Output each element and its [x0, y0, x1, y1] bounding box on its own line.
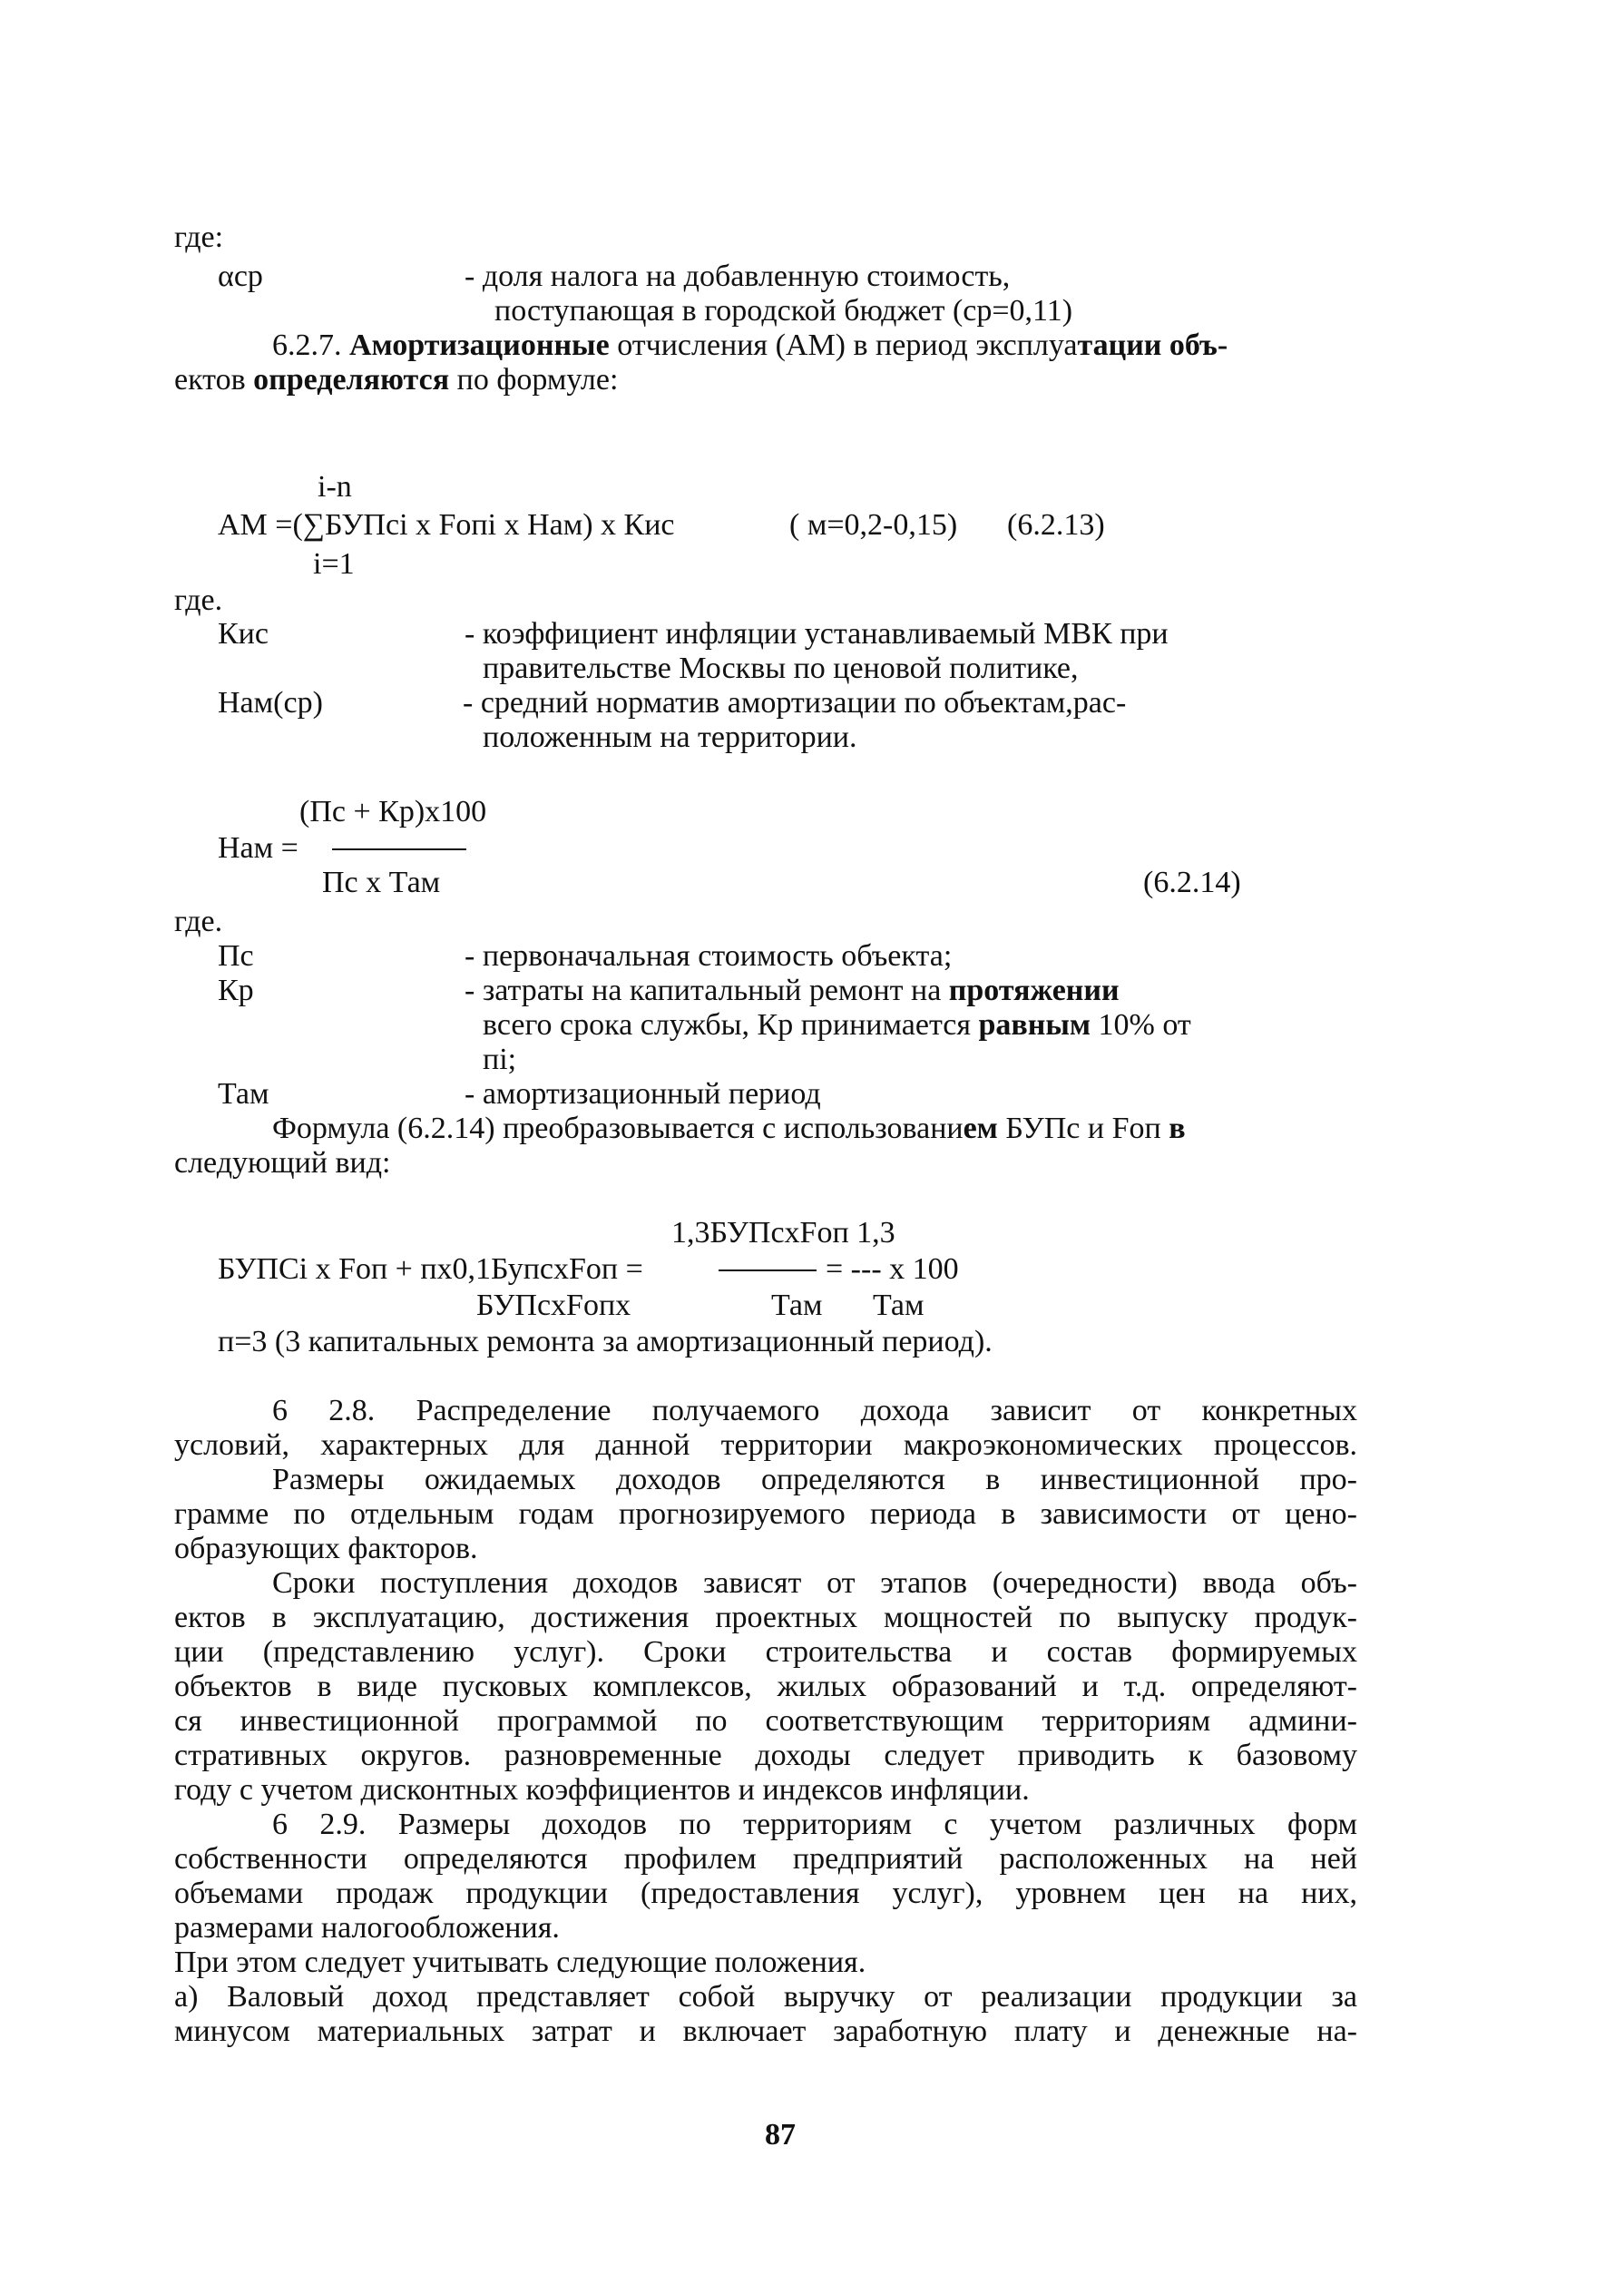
paragraph-terms: объектов в виде пусковых комплексов, жилых образований и т.д. определяют- [174, 1670, 1357, 1703]
definition-text: поступающая в городской бюджет (ср=0,11) [494, 294, 1073, 328]
where-label: где. [174, 905, 223, 938]
where-label: где: [174, 221, 224, 254]
formula-6-2-13: АМ =(∑БУПсi x Fопi x Нам) x Кис [218, 508, 675, 542]
paragraph-terms: Сроки поступления доходов зависят от этапов (очередности) ввода объ- [272, 1566, 1357, 1600]
formula-number: (6.2.14) [1143, 866, 1241, 899]
paragraph-terms: ектов в эксплуатацию, достижения проектных мощностей по выпуску продук- [174, 1601, 1357, 1634]
paragraph-6-2-7: 6.2.7. Амортизационные отчисления (АМ) в период эксплуатации объ- [272, 328, 1228, 362]
paragraph-6-2-9: 6 2.9. Размеры доходов по территориям с учетом различных форм [272, 1808, 1357, 1841]
formula-transform: БУПСi x Fоп + пx0,1БупсxFоп = [218, 1252, 643, 1286]
definition-symbol-kr: Кр [218, 974, 254, 1007]
paragraph-6-2-9: объемами продаж продукции (предоставления услуг), уровнем цен на них, [174, 1877, 1357, 1910]
paragraph-a: а) Валовый доход представляет собой выручку от реализации продукции за [174, 1980, 1357, 2014]
definition-text: положенным на территории. [483, 720, 857, 754]
formula-range: ( м=0,2-0,15) [789, 508, 958, 542]
paragraph-terms: ся инвестиционной программой по соответствующим территориям админи- [174, 1704, 1357, 1738]
paragraph-terms: ции (представлению услуг). Сроки строительства и состав формируемых [174, 1635, 1357, 1669]
fraction-line [719, 1269, 817, 1271]
formula-lower-limit: i=1 [313, 547, 355, 581]
where-label: где. [174, 583, 223, 617]
formula-number: (6.2.13) [1007, 508, 1105, 542]
definition-symbol-kis: Кис [218, 617, 269, 651]
fraction-denominator: Пс x Там [322, 866, 441, 899]
definition-text: пi; [483, 1043, 517, 1076]
paragraph-note: При этом следует учитывать следующие положения. [174, 1946, 866, 1979]
formula-top: 1,3БУПсxFоп 1,3 [671, 1216, 895, 1250]
definition-text: - амортизационный период [465, 1077, 821, 1111]
formula-bottom: БУПсxFопx [476, 1289, 631, 1322]
paragraph-6-2-9: размерами налогообложения. [174, 1911, 560, 1945]
definition-text: - затраты на капитальный ремонт на протяжении [465, 974, 1120, 1007]
definition-text: - первоначальная стоимость объекта; [465, 939, 953, 973]
definition-text: - коэффициент инфляции устанавливаемый МВК при [465, 617, 1169, 651]
paragraph-6-2-8: 6 2.8. Распределение получаемого дохода зависит от конкретных [272, 1394, 1357, 1427]
formula-bottom: Там [771, 1289, 823, 1322]
paragraph-sizes: образующих факторов. [174, 1532, 478, 1565]
paragraph-a: минусом материальных затрат и включает заработную плату и денежные на- [174, 2014, 1357, 2048]
definition-symbol-ps: Пс [218, 939, 254, 973]
fraction-line [332, 848, 466, 850]
formula-upper-limit: i-n [318, 470, 352, 504]
formula-transform-rhs: = --- x 100 [826, 1252, 959, 1286]
definition-text: правительстве Москвы по ценовой политике, [483, 652, 1079, 685]
paragraph-6-2-9: собственности определяются профилем предприятий расположенных на ней [174, 1842, 1357, 1876]
paragraph-sizes: грамме по отдельным годам прогнозируемого периода в зависимости от цено- [174, 1497, 1357, 1531]
definition-symbol-tam: Там [218, 1077, 269, 1111]
formula-note: п=3 (3 капитальных ремонта за амортизационный период). [218, 1325, 993, 1358]
definition-text: - средний норматив амортизации по объектам,рас- [463, 686, 1127, 720]
paragraph-6-2-7: ектов определяются по формуле: [174, 363, 619, 397]
formula-6-2-14-lhs: Нам = [218, 831, 298, 865]
definition-text: всего срока службы, Кр принимается равным 10% от [483, 1008, 1191, 1042]
page-number: 87 [765, 2118, 796, 2152]
paragraph-terms: году с учетом дисконтных коэффициентов и индексов инфляции. [174, 1773, 1030, 1807]
paragraph-terms: стративных округов. разновременные доходы следует приводить к базовому [174, 1739, 1357, 1772]
fraction-numerator: (Пс + Кр)x100 [299, 795, 487, 828]
definition-symbol-nam: Нам(ср) [218, 686, 323, 720]
formula-bottom: Там [873, 1289, 925, 1322]
paragraph-6-2-8: условий, характерных для данной территории макроэкономических процессов. [174, 1428, 1357, 1462]
paragraph-sizes: Размеры ожидаемых доходов определяются в инвестиционной про- [272, 1463, 1357, 1496]
definition-symbol-alpha: αср [218, 260, 263, 293]
paragraph-transform: Формула (6.2.14) преобразовывается с использованием БУПс и Fоп в [272, 1112, 1186, 1145]
paragraph-transform: следующий вид: [174, 1146, 391, 1180]
definition-text: - доля налога на добавленную стоимость, [465, 260, 1011, 293]
